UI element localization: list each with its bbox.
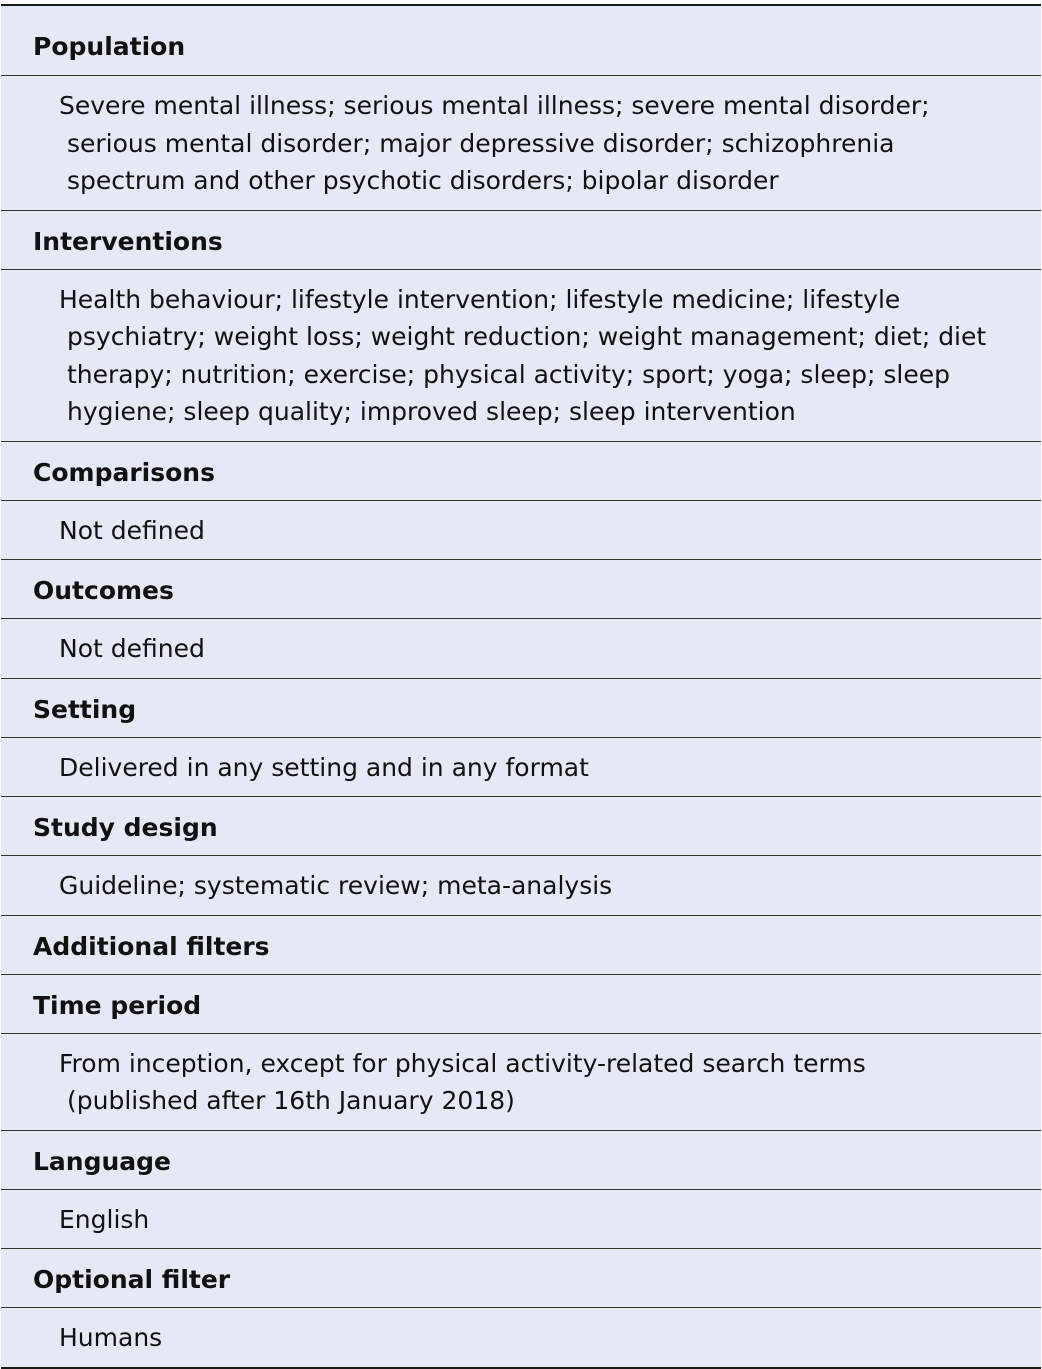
row-heading-additional-filters: Additional filters <box>1 916 1041 975</box>
row-content-outcomes <box>1 619 1041 679</box>
row-heading-population: Population <box>1 6 1041 76</box>
content-line: psychiatry; weight loss; weight reduction; weight management; diet; diet <box>67 322 987 351</box>
content-line: Severe mental illness; serious mental illness; severe mental disorder; <box>59 91 930 120</box>
row-heading-language: Language <box>1 1131 1041 1190</box>
search-criteria-table <box>1 4 1041 1369</box>
content-line: Not defined <box>59 515 205 545</box>
row-content-study-design <box>1 856 1041 916</box>
row-heading-time-period: Time period <box>1 975 1041 1034</box>
content-line: spectrum and other psychotic disorders; bipolar disorder <box>67 166 779 195</box>
content-line: English <box>59 1204 150 1234</box>
content-line: Not defined <box>59 634 205 663</box>
content-line: Health behaviour; lifestyle intervention; lifestyle medicine; lifestyle <box>59 284 901 314</box>
content-line: hygiene; sleep quality; improved sleep; sleep intervention <box>67 397 796 426</box>
content-line: From inception, except for physical activity-related search terms <box>59 1048 866 1078</box>
row-content-interventions <box>1 270 1041 442</box>
row-content-language <box>1 1190 1041 1250</box>
content-line: Humans <box>59 1323 163 1352</box>
content-line: Delivered in any setting and in any format <box>59 752 589 782</box>
content-line: therapy; nutrition; exercise; physical activity; sport; yoga; sleep; sleep <box>67 359 950 389</box>
content-line: Guideline; systematic review; meta-analysis <box>59 871 613 900</box>
row-heading-study-design: Study design <box>1 797 1041 856</box>
row-heading-outcomes: Outcomes <box>1 560 1041 619</box>
row-content-comparisons <box>1 501 1041 561</box>
row-heading-interventions: Interventions <box>1 211 1041 270</box>
row-content-optional-filter <box>1 1308 1041 1367</box>
row-content-time-period <box>1 1034 1041 1131</box>
row-heading-comparisons: Comparisons <box>1 442 1041 501</box>
row-heading-setting: Setting <box>1 679 1041 738</box>
row-content-population <box>1 76 1041 211</box>
content-line: (published after 16th January 2018) <box>67 1086 515 1115</box>
row-heading-optional-filter: Optional filter <box>1 1249 1041 1308</box>
row-content-setting <box>1 738 1041 798</box>
content-line: serious mental disorder; major depressive disorder; schizophrenia <box>67 128 895 158</box>
